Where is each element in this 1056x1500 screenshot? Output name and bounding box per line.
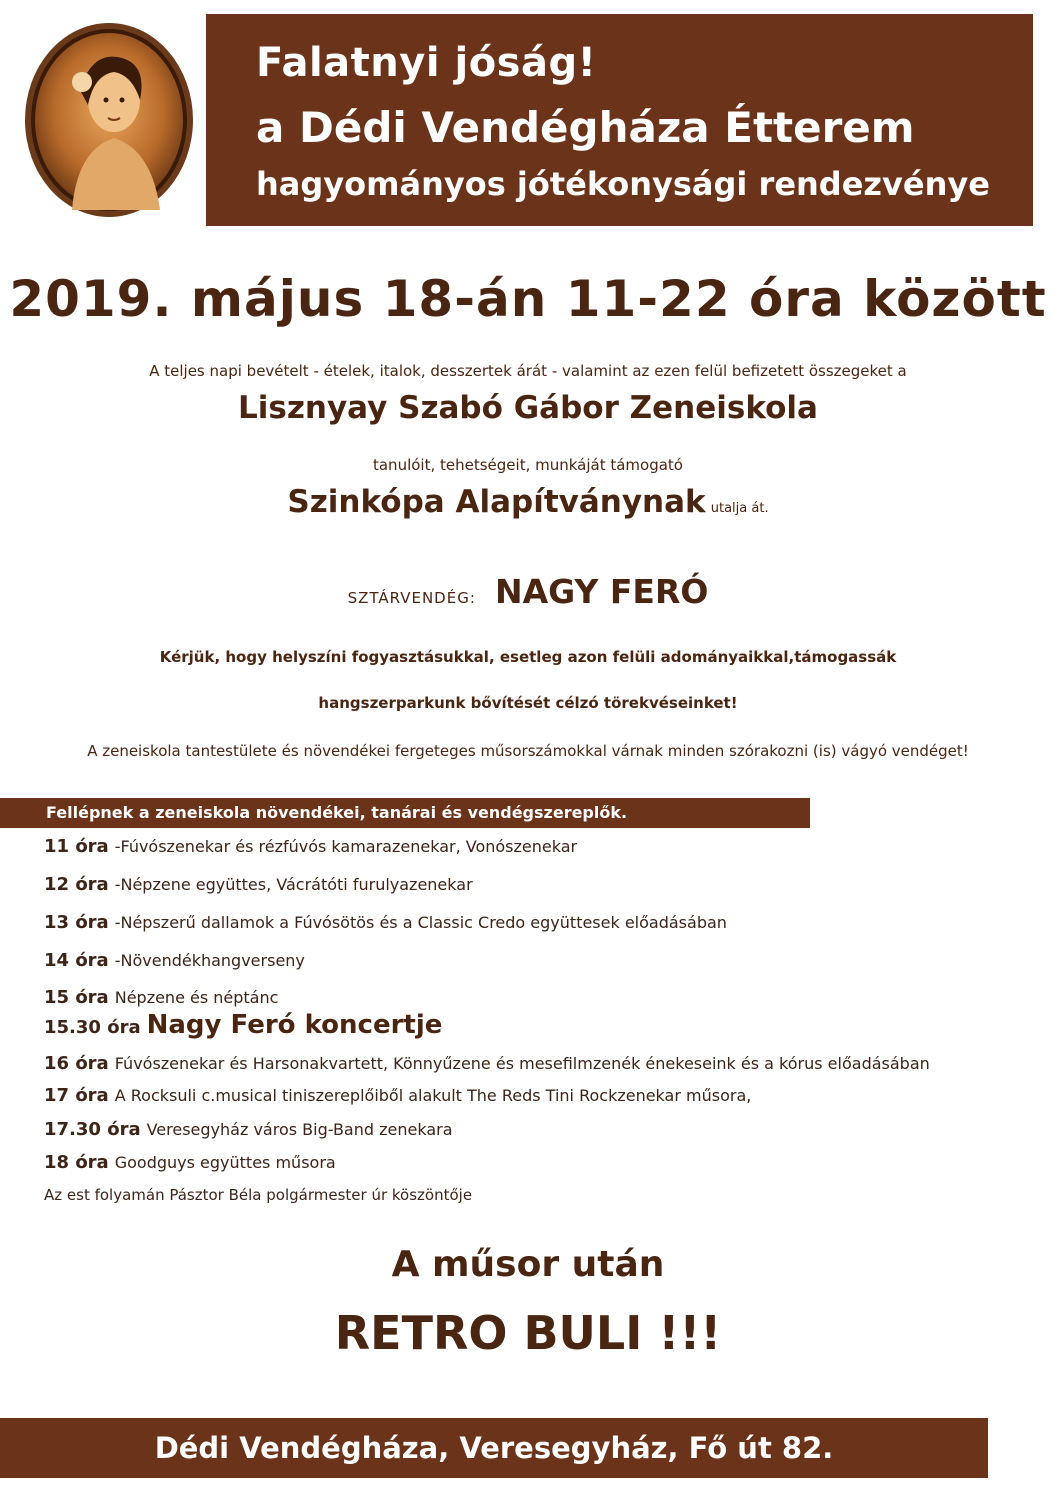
schedule-time: 18 óra: [44, 1152, 109, 1173]
request-line-2: hangszerparkunk bővítését célzó törekvéseinket!: [318, 694, 738, 712]
invite-line: A zeneiskola tantestülete és növendékei fergeteges műsorszámokkal várnak minden szórakozni (is) vágyó vendéget!: [87, 742, 969, 760]
schedule-time: 13 óra: [44, 912, 109, 933]
intro-text: A teljes napi bevételt - ételek, italok, desszertek árát - valamint az ezen felül befizetett összegeket a: [149, 362, 907, 380]
performers-heading: Fellépnek a zeneiskola növendékei, tanárai és vendégszereplők.: [46, 803, 628, 822]
schedule-act: A Rocksuli c.musical tiniszereplőiből alakult The Reds Tini Rockzenekar műsora,: [114, 1086, 752, 1105]
schedule-act: Veresegyház város Big-Band zenekara: [146, 1120, 453, 1139]
schedule-row: [44, 987, 278, 1008]
after-show-text: A műsor után: [391, 1244, 665, 1285]
schedule-act: -Fúvószenekar és rézfúvós kamarazenekar, Vonószenekar: [114, 837, 578, 856]
schedule-row: [44, 1085, 751, 1106]
foundation-line: [0, 484, 1056, 520]
schedule-time: 11 óra: [44, 836, 109, 857]
footer-address-bar: [0, 1418, 988, 1478]
schedule-row: [44, 912, 727, 933]
schedule-time: 15.30 óra: [44, 1017, 141, 1038]
schedule-act: -Népzene együttes, Vácrátóti furulyazenekar: [114, 875, 473, 894]
schedule-row: [44, 874, 473, 895]
star-guest-line: [0, 572, 1056, 611]
schedule-time: 15 óra: [44, 987, 109, 1008]
school-name: Lisznyay Szabó Gábor Zeneiskola: [238, 390, 818, 426]
event-date: 2019. május 18-án 11-22 óra között: [9, 270, 1047, 328]
schedule-row: [44, 836, 577, 857]
schedule-act: Népzene és néptánc: [114, 988, 279, 1007]
portrait-emblem: [22, 20, 197, 220]
schedule-act: -Növendékhangverseny: [114, 951, 305, 970]
foundation-name: Szinkópa Alapítványnak: [287, 484, 706, 520]
header-restaurant: a Dédi Vendégháza Étterem: [256, 103, 915, 152]
schedule-act-highlight: Nagy Feró koncertje: [146, 1010, 443, 1040]
header-title: Falatnyi jóság!: [256, 40, 597, 86]
schedule-row: [44, 1119, 453, 1140]
schedule-time: 17 óra: [44, 1085, 109, 1106]
schedule-act: Fúvószenekar és Harsonakvartett, Könnyűzene és mesefilmzenék énekeseink és a kórus előadásában: [114, 1054, 930, 1073]
header-subtitle: hagyományos jótékonysági rendezvénye: [256, 165, 990, 203]
star-name: NAGY FERÓ: [494, 572, 709, 611]
retro-party-text: RETRO BULI !!!: [334, 1306, 722, 1360]
schedule-time: 16 óra: [44, 1053, 109, 1074]
foundation-suffix: utalja át.: [710, 501, 769, 516]
performers-heading-bar: [0, 798, 810, 828]
star-label: SZTÁRVENDÉG:: [347, 589, 476, 607]
request-line-1: Kérjük, hogy helyszíni fogyasztásukkal, esetleg azon felüli adományaikkal,támogassák: [159, 648, 897, 666]
schedule-time: 14 óra: [44, 950, 109, 971]
schedule-act: -Népszerű dallamok a Fúvósötös és a Classic Credo együttesek előadásában: [114, 913, 727, 932]
schedule-row: [44, 1053, 930, 1074]
schedule-time: 17.30 óra: [44, 1119, 141, 1140]
schedule-row-highlight: [44, 1010, 442, 1040]
schedule-act: Goodguys együttes műsora: [114, 1153, 336, 1172]
schedule-time: 12 óra: [44, 874, 109, 895]
schedule-row: [44, 950, 305, 971]
footer-address: Dédi Vendégháza, Veresegyház, Fő út 82.: [154, 1431, 834, 1465]
mayor-note: Az est folyamán Pásztor Béla polgármester úr köszöntője: [44, 1186, 473, 1204]
schedule-row: [44, 1152, 336, 1173]
support-text: tanulóit, tehetségeit, munkáját támogató: [372, 456, 683, 474]
